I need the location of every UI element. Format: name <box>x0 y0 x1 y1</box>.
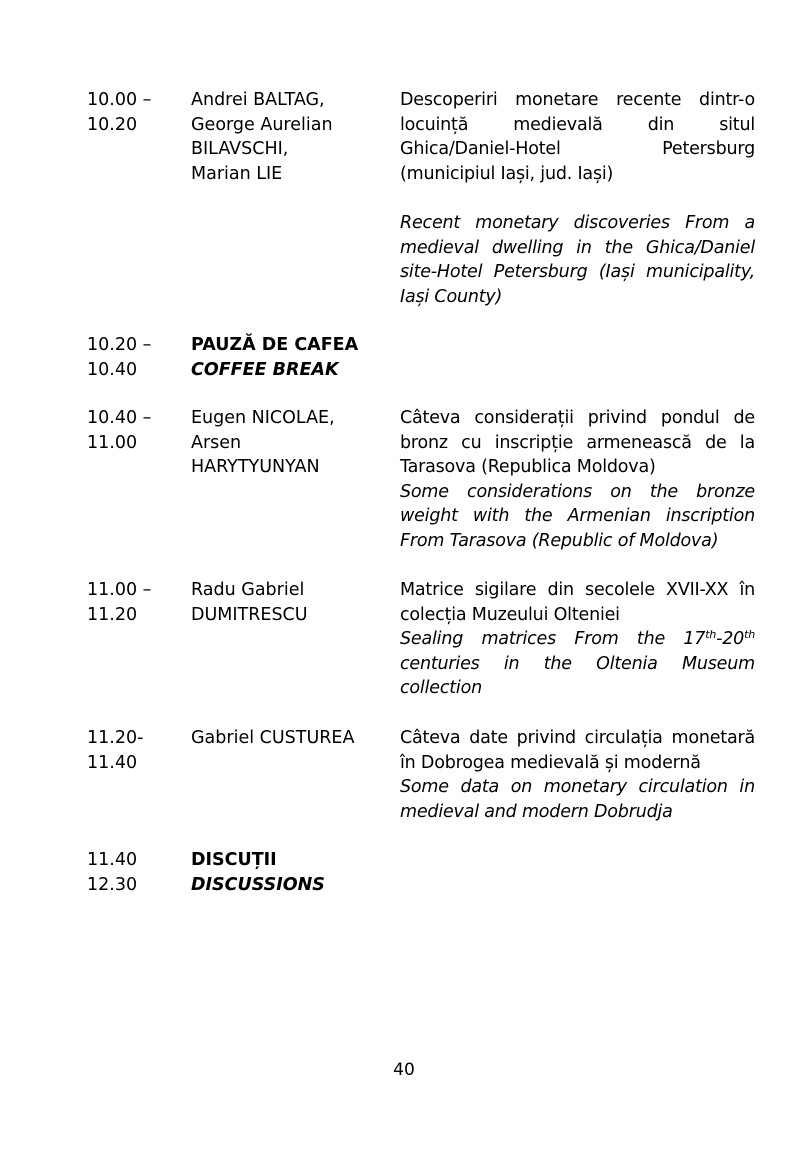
title-english-part: Sealing matrices From the 17 <box>400 629 706 650</box>
time-end: 10.20 <box>87 114 138 135</box>
speaker-line: Arsen <box>191 432 242 453</box>
title-romanian: Câteva considerații privind pondul de bronz cu inscripție armenească de la Tarasova (Republica Moldova) <box>400 408 755 478</box>
title-romanian: Descoperiri monetare recente dintr-o locuință medievală din situl Ghica/Daniel-Hotel Petersburg (municipiul Iași, jud. Iași) <box>400 90 755 184</box>
time-end: 11.00 <box>87 432 138 453</box>
time-start: 10.40 – <box>87 408 152 428</box>
title-romanian: Câteva date privind circulația monetară în Dobrogea medievală și modernă <box>400 728 755 773</box>
speakers <box>191 88 391 186</box>
time-slot <box>87 406 187 455</box>
speaker-line: Gabriel CUSTUREA <box>191 728 355 748</box>
speaker-line: BILAVSCHI, <box>191 139 289 160</box>
speaker-line: Radu Gabriel <box>191 580 305 600</box>
time-end: 12.30 <box>87 874 138 895</box>
break-label-english: DISCUSSIONS <box>191 874 325 895</box>
time-slot <box>87 578 187 627</box>
title-romanian: Matrice sigilare din secolele XVII-XX în colecția Muzeului Olteniei <box>400 580 755 625</box>
time-slot <box>87 848 187 897</box>
time-slot <box>87 333 187 382</box>
title-english-part: centuries in the Oltenia Museum collection <box>400 653 755 699</box>
speaker-line: Marian LIE <box>191 163 283 184</box>
page-number: 40 <box>393 1060 415 1080</box>
title-english: Some considerations on the bronze weight with the Armenian inscription From Tarasova (Republic of Moldova) <box>400 481 755 551</box>
speakers <box>191 726 391 751</box>
time-slot <box>87 88 187 137</box>
ordinal-suffix: th <box>705 628 717 642</box>
time-end: 11.20 <box>87 604 138 625</box>
speakers <box>191 578 391 627</box>
title-english-part: -20 <box>716 629 745 650</box>
time-start: 11.00 – <box>87 580 152 600</box>
break-label-romanian: PAUZĂ DE CAFEA <box>191 335 359 355</box>
time-start: 10.00 – <box>87 90 152 110</box>
time-start: 11.20- <box>87 728 144 748</box>
talk-title <box>400 726 755 824</box>
talk-title <box>400 406 755 554</box>
speaker-line: Andrei BALTAG, <box>191 90 325 110</box>
speaker-line: HARYTYUNYAN <box>191 457 320 478</box>
break-label <box>191 333 391 382</box>
break-label-english: COFFEE BREAK <box>191 359 339 380</box>
ordinal-suffix: th <box>744 628 755 642</box>
time-start: 10.20 – <box>87 335 152 355</box>
time-end: 10.40 <box>87 359 138 380</box>
speaker-line: George Aurelian <box>191 114 333 135</box>
title-english: Recent monetary discoveries From a medieval dwelling in the Ghica/Daniel site-Hotel Petersburg (Iași municipality, Iași County) <box>400 212 755 307</box>
talk-title <box>400 88 755 309</box>
time-end: 11.40 <box>87 752 138 773</box>
title-english: Some data on monetary circulation in medieval and modern Dobrudja <box>400 777 755 822</box>
break-label-romanian: DISCUȚII <box>191 850 277 870</box>
break-label <box>191 848 391 897</box>
time-slot <box>87 726 187 775</box>
title-english <box>400 627 755 701</box>
speakers <box>191 406 391 480</box>
speaker-line: DUMITRESCU <box>191 604 308 625</box>
talk-title <box>400 578 755 701</box>
speaker-line: Eugen NICOLAE, <box>191 408 335 428</box>
time-start: 11.40 <box>87 850 138 870</box>
